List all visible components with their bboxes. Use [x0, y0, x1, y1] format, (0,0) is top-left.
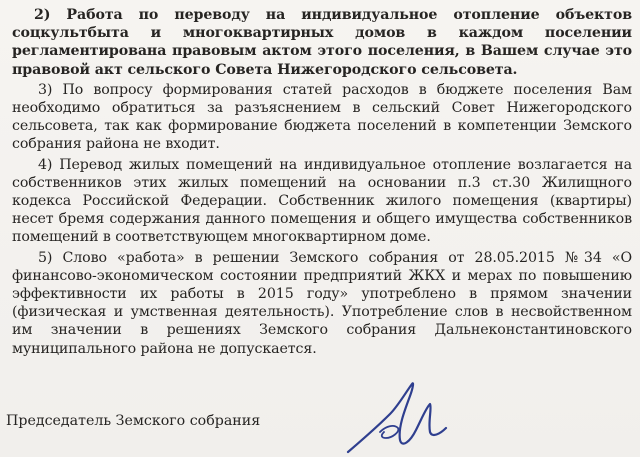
paragraph-2: 2) Работа по переводу на индивидуальное отопление объектов соцкультбыта и многоквартирных домов в каждом поселении регламентирована правовым актом этого поселения, в Вашем случае это правовой акт сельского Совета Нижегородского сельсовета. — [12, 7, 632, 78]
paragraph-3: 3) По вопросу формирования статей расходов в бюджете поселения Вам необходимо обратиться за разъяснением в сельский Совет Нижегородского сельсовета, так как формирование бюджета поселений в компетенции Земского собрания района не входит. — [12, 81, 632, 153]
paragraph-4: 4) Перевод жилых помещений на индивидуальное отопление возлагается на собственников этих жилых помещений на основании п.3 ст.30 Жилищного кодекса Российской Федерации. Собственник жилого помещения (квартиры) несет бремя содержания данного помещения и общего имущества собственников помещений в соответствующем многоквартирном доме. — [12, 156, 632, 246]
signatory-title: Председатель Земского собрания — [6, 413, 261, 429]
letter-body — [12, 6, 632, 360]
paragraph-5: 5) Слово «работа» в решении Земского собрания от 28.05.2015 №34 «О финансово-экономическом состоянии предприятий ЖКХ и мерах по повышению эффективности их работы в 2015 году» употреблено в прямом значении (физическая и умственная деятельность). Употребление слов в несвойственном им значении в решениях Земского собрания Дальнеконстантиновского муниципального района не допускается. — [12, 249, 632, 357]
signature-stroke-loop — [380, 426, 398, 438]
handwritten-signature — [340, 378, 450, 457]
signature-stroke-main — [348, 383, 446, 452]
